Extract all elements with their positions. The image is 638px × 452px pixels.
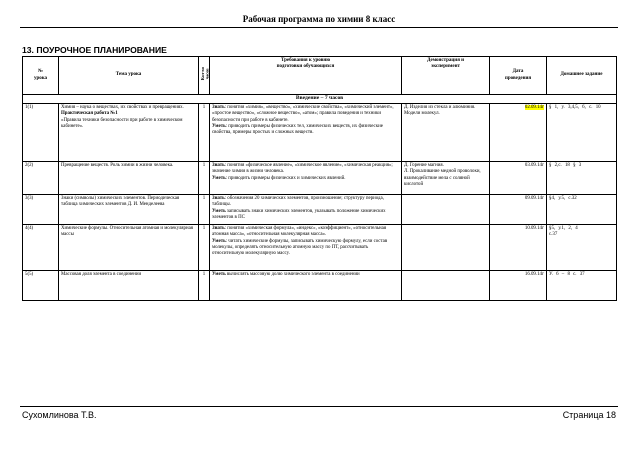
lesson-topic: [59, 162, 199, 195]
lesson-date-value: 10.09.14г: [524, 226, 544, 232]
requirement-text: : читать химические формулы, записывать химическую формулу, если состав молекулы, определять относительную атомную массу по ПТ, рассчитывать относительную молекулярную массу.: [212, 238, 388, 256]
requirement-term: Уметь: [212, 272, 226, 278]
lesson-number: 2(2): [23, 162, 59, 195]
requirement-text: : приводить примеры физических и химических явлений.: [225, 175, 346, 181]
requirement-item: [212, 163, 399, 175]
lesson-demonstration: [402, 195, 490, 225]
lesson-requirements: [210, 271, 402, 301]
lesson-date-value: 03.09.14г: [524, 163, 544, 169]
lesson-topic: [59, 195, 199, 225]
lesson-requirements: [210, 104, 402, 162]
lesson-topic-pre: Массовая доля элемента в соединении: [61, 272, 142, 278]
requirement-term: Знать: [212, 226, 225, 232]
requirement-item: [212, 239, 399, 258]
requirement-item: [212, 209, 399, 221]
lesson-date: [490, 271, 547, 301]
requirement-term: Уметь: [212, 175, 226, 181]
lesson-homework: § 2,с. 18 § 3: [547, 162, 617, 195]
lesson-requirements: [210, 195, 402, 225]
section-title: 13. ПОУРОЧНОЕ ПЛАНИРОВАНИЕ: [22, 45, 167, 55]
requirement-term: Уметь: [212, 123, 226, 129]
table-row: [23, 104, 617, 162]
requirement-term: Уметь: [212, 208, 226, 214]
requirement-text: : обозначения 20 химических элементов, произношение; структуру периода, таблицы.: [212, 196, 384, 208]
requirement-item: [212, 272, 399, 278]
header-lesson-number: № урока: [23, 57, 59, 95]
table-header-row: [23, 57, 617, 95]
lesson-topic-pre: Знаки (символы) химических элементов. Периодическая таблица химических элементов Д. И. Менделеева: [61, 196, 180, 208]
requirement-item: [212, 226, 399, 238]
requirement-text: : понятия «физическое явление», «химическое явление», «химическая реакция»; значение химии в жизни человека.: [212, 163, 393, 175]
header-hours-label: Кол-во часов: [200, 67, 210, 81]
requirement-term: Уметь: [212, 238, 226, 244]
page-header-title: Рабочая программа по химии 8 класс: [242, 14, 396, 24]
requirement-term: Знать: [212, 196, 225, 202]
lesson-plan-table: [22, 56, 617, 301]
header-lesson-topic: Тема урока: [59, 57, 199, 95]
lesson-number: 5(5): [23, 271, 59, 301]
requirement-text: : понятия «химия», «вещество», «химические свойства», «химический элемент», «простое вещество», «сложное вещество», «атом»; правила поведения и техники безопасности при работе в кабинете.: [212, 105, 394, 123]
lesson-topic: [59, 104, 199, 162]
lesson-hours: 1: [199, 195, 210, 225]
requirement-item: [212, 124, 399, 136]
header-divider: [20, 27, 618, 28]
footer-page-number: Страница 18: [562, 410, 616, 420]
lesson-homework: У. 6 – 8 с. 37: [547, 271, 617, 301]
table-row: [23, 162, 617, 195]
lesson-number: 4(4): [23, 225, 59, 271]
lesson-topic-pre: Превращение веществ. Роль химии в жизни человека.: [61, 163, 174, 169]
requirement-term: Знать: [212, 105, 225, 111]
header-homework: Домашнее задание: [547, 57, 617, 95]
header-date: Дата проведения: [490, 57, 547, 95]
lesson-date-value: 02.09.14г: [524, 105, 544, 111]
table-row: [23, 225, 617, 271]
header-hours: [199, 57, 210, 95]
lesson-hours: 1: [199, 104, 210, 162]
lesson-hours: 1: [199, 271, 210, 301]
lesson-demonstration: Д. Горение магния. Л. Прокаливание медной проволоки, взаимодействие мела с соляной кислотой: [402, 162, 490, 195]
requirement-item: [212, 196, 399, 208]
lesson-demonstration: [402, 271, 490, 301]
lesson-topic: [59, 271, 199, 301]
lesson-demonstration: Д. Изделия из стекла и алюминия. Модели молекул.: [402, 104, 490, 162]
lesson-date-value: 09.09.14г: [524, 196, 544, 202]
requirement-text: записывать знаки химических элементов, указывать положение химических элементов в ПС: [212, 208, 386, 220]
lesson-hours: 1: [199, 225, 210, 271]
lesson-requirements: [210, 225, 402, 271]
lesson-homework: §4, у.5, с.32: [547, 195, 617, 225]
requirement-text: : понятия «химическая формула», «индекс», «коэффициент», «относительная атомная масса», «относительная молекулярная масса».: [212, 226, 387, 238]
lesson-topic-bold: Практическая работа №1: [61, 111, 118, 117]
header-demonstration: Демонстрация и эксперимент: [402, 57, 490, 95]
intro-section-row: [23, 95, 617, 104]
header-requirements: Требования к уровню подготовки обучающихся: [210, 57, 402, 95]
requirement-item: [212, 105, 399, 124]
table-row: [23, 271, 617, 301]
lesson-number: 3(3): [23, 195, 59, 225]
lesson-number: 1(1): [23, 104, 59, 162]
footer-divider: [20, 406, 618, 407]
lesson-homework: §5, у.1, 2, 4 с.37: [547, 225, 617, 271]
lesson-topic-post: «Правила техники безопасности при работе в химическом кабинете».: [61, 117, 183, 129]
lesson-topic-pre: Химия – наука о веществах, их свойствах и превращениях.: [61, 105, 184, 111]
table-row: [23, 195, 617, 225]
requirement-text: : приводить примеры физических тел, химических веществ, их физические свойства, примеры простых и сложных веществ.: [212, 123, 383, 135]
lesson-topic-pre: Химические формулы. Относительная атомная и молекулярная массы: [61, 226, 193, 238]
footer-author: Сухомлинова Т.В.: [22, 410, 97, 420]
lesson-date: [490, 162, 547, 195]
intro-section-label: Введение – 7 часов: [23, 95, 617, 104]
lesson-demonstration: [402, 225, 490, 271]
lesson-homework: § 1, у. 3,4,5, 6, с. 10: [547, 104, 617, 162]
lesson-topic: [59, 225, 199, 271]
lesson-requirements: [210, 162, 402, 195]
lesson-date-value: 16.09.14г: [524, 272, 544, 278]
lesson-date: [490, 225, 547, 271]
lesson-date: [490, 104, 547, 162]
requirement-term: Знать: [212, 163, 225, 169]
requirement-text: вычислять массовую долю химического элемента в соединении: [225, 272, 360, 278]
lesson-date: [490, 195, 547, 225]
lesson-hours: 1: [199, 162, 210, 195]
requirement-item: [212, 176, 399, 182]
